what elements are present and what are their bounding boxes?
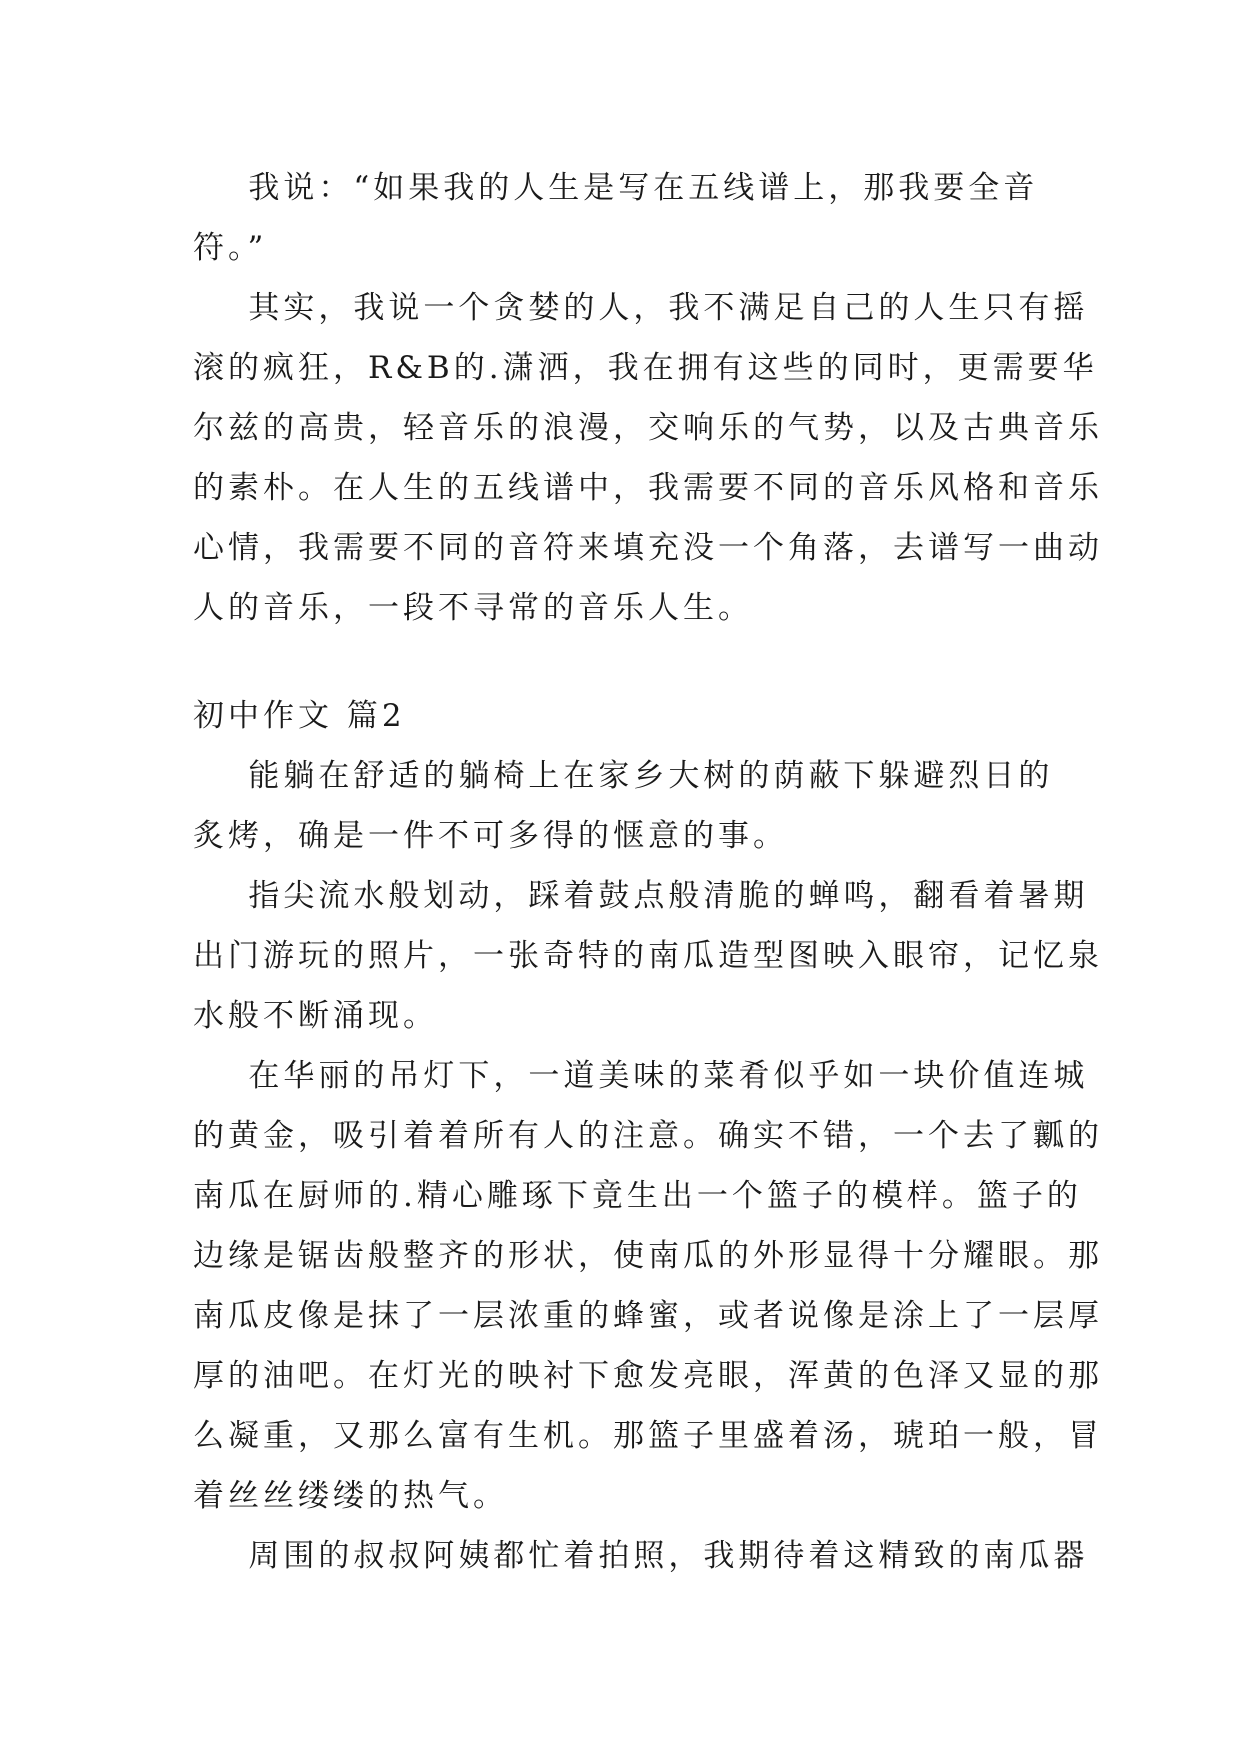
text-line: 炙烤，确是一件不可多得的惬意的事。 bbox=[193, 818, 788, 854]
text-line: 人的音乐，一段不寻常的音乐人生。 bbox=[193, 590, 753, 626]
text-line: 在华丽的吊灯下，一道美味的菜肴似乎如一块价值连城 bbox=[193, 1058, 1089, 1094]
text-line: 滚的疯狂，R&B的.潇洒，我在拥有这些的同时，更需要华 bbox=[193, 350, 1098, 386]
text-line: 南瓜在厨师的.精心雕琢下竟生出一个篮子的模样。篮子的 bbox=[193, 1178, 1082, 1214]
text-line: 符。” bbox=[193, 230, 268, 266]
text-line: 么凝重，又那么富有生机。那篮子里盛着汤，琥珀一般，冒 bbox=[193, 1418, 1103, 1454]
text-line: 心情，我需要不同的音符来填充没一个角落，去谱写一曲动 bbox=[193, 530, 1103, 566]
text-line: 厚的油吧。在灯光的映衬下愈发亮眼，浑黄的色泽又显的那 bbox=[193, 1358, 1103, 1394]
text-line: 尔兹的高贵，轻音乐的浪漫，交响乐的气势，以及古典音乐 bbox=[193, 410, 1103, 446]
text-line: 的素朴。在人生的五线谱中，我需要不同的音乐风格和音乐 bbox=[193, 470, 1103, 506]
text-line: 其实，我说一个贪婪的人，我不满足自己的人生只有摇 bbox=[193, 290, 1089, 326]
document-page bbox=[193, 158, 1103, 1586]
text-line: 水般不断涌现。 bbox=[193, 998, 438, 1034]
text-line: 指尖流水般划动，踩着鼓点般清脆的蝉鸣，翻看着暑期 bbox=[193, 878, 1089, 914]
text-line: 南瓜皮像是抹了一层浓重的蜂蜜，或者说像是涂上了一层厚 bbox=[193, 1298, 1103, 1334]
text-line: 出门游玩的照片，一张奇特的南瓜造型图映入眼帘，记忆泉 bbox=[193, 938, 1103, 974]
text-line: 我说：“如果我的人生是写在五线谱上，那我要全音 bbox=[193, 170, 1039, 206]
section-title: 初中作文 篇2 bbox=[193, 698, 406, 734]
text-line: 周围的叔叔阿姨都忙着拍照，我期待着这精致的南瓜器 bbox=[193, 1538, 1089, 1574]
section-gap bbox=[193, 638, 1053, 686]
text-line: 边缘是锯齿般整齐的形状，使南瓜的外形显得十分耀眼。那 bbox=[193, 1238, 1103, 1274]
text-line: 着丝丝缕缕的热气。 bbox=[193, 1478, 508, 1514]
text-line: 的黄金，吸引着着所有人的注意。确实不错，一个去了瓤的 bbox=[193, 1118, 1103, 1154]
text-line: 能躺在舒适的躺椅上在家乡大树的荫蔽下躲避烈日的 bbox=[193, 758, 1054, 794]
